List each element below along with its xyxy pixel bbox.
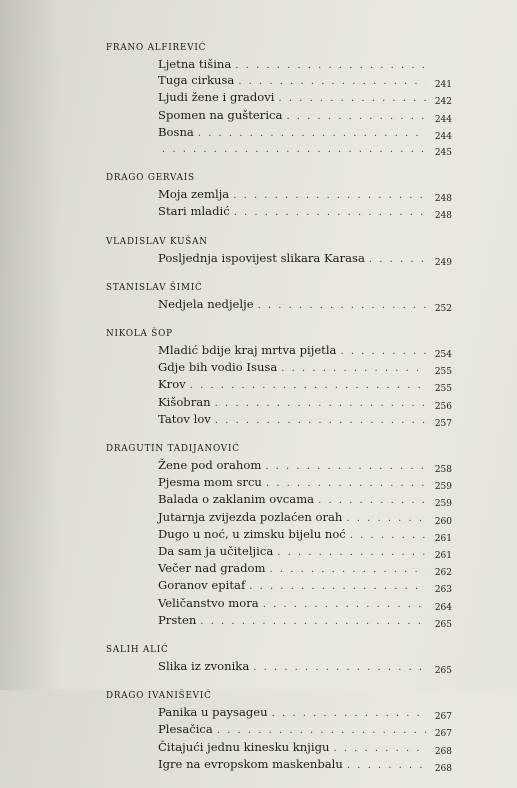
entry-title: Kišobran: [158, 394, 211, 409]
toc-section: [106, 282, 452, 314]
page-number: 255: [434, 367, 452, 378]
author-heading: FRANO ALFIREVIĆ: [106, 43, 207, 53]
entry-list: [158, 297, 452, 314]
entry-list: [158, 251, 452, 268]
toc-entry: [158, 578, 452, 595]
page-number: 265: [434, 666, 452, 677]
dot-leader: [277, 545, 426, 560]
entry-list: [158, 705, 452, 774]
entry-title: Bosna: [158, 124, 194, 139]
page-number: 262: [434, 568, 452, 579]
dot-leader: [249, 579, 426, 594]
page-gutter-shadow: [0, 0, 60, 690]
toc-entry: [158, 377, 452, 394]
toc-entry: [158, 475, 452, 492]
page-number: 260: [434, 516, 452, 527]
dot-leader: [200, 614, 426, 629]
entry-list: [158, 659, 452, 676]
entry-title: Moja zemlja: [158, 187, 230, 202]
dot-leader: [318, 493, 426, 508]
toc-entry: [158, 613, 452, 630]
entry-list: [158, 187, 452, 221]
page-number: 248: [434, 211, 452, 222]
entry-title: Stari mladić: [158, 204, 230, 219]
entry-title: Jutarnja zvijezda pozlaćen orah: [158, 509, 343, 524]
toc-entry: [158, 527, 452, 544]
toc-entry: [158, 544, 452, 561]
entry-list: [158, 57, 452, 158]
toc-entry: [158, 561, 452, 578]
entry-title: Dugo u noć, u zimsku bijelu noć: [158, 526, 346, 541]
author-heading: DRAGO GERVAIS: [106, 173, 195, 184]
author-heading: STANISLAV ŠIMIĆ: [106, 282, 203, 293]
toc-entry: [158, 125, 452, 142]
dot-leader: [346, 511, 426, 526]
page-number: 265: [434, 619, 452, 630]
entry-title: Ljetna tišina: [158, 57, 232, 71]
toc-section: [106, 690, 452, 774]
page-number: 267: [434, 729, 452, 740]
toc-entry: [158, 492, 452, 509]
page-number: 244: [434, 114, 452, 125]
toc-entry: [158, 458, 452, 475]
entry-title: Panika u paysageu: [158, 705, 268, 720]
toc-entry: [158, 596, 452, 613]
dot-leader: [369, 252, 426, 267]
entry-title: Slika iz zvonika: [158, 659, 250, 674]
entry-title: Igre na evropskom maskenbalu: [158, 756, 343, 771]
toc-entry: [158, 142, 452, 158]
entry-title: Tuga cirkusa: [158, 73, 235, 88]
toc-section: [106, 172, 452, 221]
toc-entry: [158, 510, 452, 527]
dot-leader: [265, 459, 426, 474]
table-of-contents: [106, 42, 452, 788]
entry-title: Da sam ja učiteljica: [158, 544, 274, 559]
toc-entry: [158, 659, 452, 676]
author-heading: NIKOLA ŠOP: [106, 329, 173, 340]
page-number: 249: [434, 257, 452, 268]
author-heading: VLADISLAV KUŠAN: [106, 236, 208, 247]
toc-entry: [158, 722, 452, 739]
page-number: 261: [434, 533, 452, 544]
dot-leader: [215, 413, 426, 428]
toc-section: [106, 443, 452, 630]
dot-leader: [198, 126, 426, 141]
page-number: 252: [434, 303, 452, 314]
entry-title: Nedjela nedjelje: [158, 296, 254, 311]
page-number: 268: [434, 746, 452, 757]
dot-leader: [270, 562, 426, 577]
dot-leader: [238, 74, 426, 89]
page-number: 248: [434, 194, 452, 205]
toc-entry: [158, 412, 452, 429]
page-number: 267: [434, 712, 452, 723]
dot-leader: [215, 396, 426, 411]
page-number: 245: [434, 148, 452, 159]
dot-leader: [217, 723, 426, 738]
dot-leader: [253, 660, 426, 675]
entry-title: Prsten: [158, 612, 197, 627]
dot-leader: [279, 91, 427, 106]
page-number: 264: [434, 602, 452, 613]
page-number: 258: [434, 465, 452, 476]
dot-leader: [272, 706, 426, 721]
toc-section: [106, 328, 452, 429]
toc-entry: [158, 705, 452, 722]
entry-title: Tatov lov: [158, 411, 211, 426]
entry-title: Večer nad gradom: [158, 561, 266, 576]
toc-entry: [158, 297, 452, 314]
entry-title: Plesačica: [158, 722, 213, 737]
page-number: 268: [434, 763, 452, 774]
page-number: 261: [434, 551, 452, 562]
dot-leader: [162, 142, 426, 157]
toc-entry: [158, 343, 452, 360]
entry-title: Gdje bih vodio Isusa: [158, 360, 278, 375]
entry-title: Goranov epitaf: [158, 578, 246, 593]
author-heading: SALIH ALIĆ: [106, 645, 169, 656]
dot-leader: [350, 528, 426, 543]
page-number: 256: [434, 401, 452, 412]
dot-leader: [340, 344, 426, 359]
dot-leader: [286, 109, 426, 124]
entry-title: Veličanstvo mora: [158, 595, 259, 610]
entry-list: [158, 343, 452, 429]
toc-section: [106, 644, 452, 676]
entry-title: Žene pod orahom: [158, 458, 262, 473]
toc-entry: [158, 90, 452, 107]
page-number: 244: [434, 131, 452, 142]
page-number: 242: [434, 97, 452, 108]
entry-title: Čitajući jednu kinesku knjigu: [158, 739, 330, 754]
entry-list: [158, 458, 452, 630]
entry-title: Spomen na gušterica: [158, 107, 283, 122]
toc-entry: [158, 187, 452, 204]
dot-leader: [233, 188, 426, 203]
entry-title: Posljednja ispovijest slikara Karasa: [158, 250, 365, 265]
dot-leader: [333, 741, 426, 756]
page-number: 255: [434, 384, 452, 395]
entry-title: Krov: [158, 377, 186, 392]
page-number: 257: [434, 418, 452, 429]
page-number: 241: [434, 80, 452, 91]
toc-entry: [158, 360, 452, 377]
page-number: 254: [434, 350, 452, 361]
entry-title: Pjesma mom srcu: [158, 475, 262, 490]
dot-leader: [190, 378, 426, 393]
toc-entry: [158, 108, 452, 125]
dot-leader: [281, 361, 426, 376]
toc-entry: [158, 57, 452, 73]
dot-leader: [234, 205, 426, 220]
dot-leader: [258, 298, 426, 313]
author-heading: DRAGUTIN TADIJANOVIĆ: [106, 444, 240, 455]
dot-leader: [263, 597, 426, 612]
author-heading: DRAGO IVANIŠEVIĆ: [106, 691, 212, 702]
page-number: 259: [434, 482, 452, 493]
entry-title: Mladić bdije kraj mrtva pijetla: [158, 343, 337, 358]
toc-entry: [158, 204, 452, 221]
dot-leader: [235, 58, 426, 73]
toc-entry: [158, 740, 452, 757]
toc-section: [106, 42, 452, 158]
entry-title: Balada o zaklanim ovcama: [158, 492, 315, 507]
toc-entry: [158, 757, 452, 774]
dot-leader: [347, 758, 426, 773]
dot-leader: [266, 476, 426, 491]
toc-section: [106, 236, 452, 268]
toc-entry: [158, 73, 452, 90]
entry-title: Ljudi žene i gradovi: [158, 90, 275, 105]
toc-entry: [158, 251, 452, 268]
page-number: 263: [434, 585, 452, 596]
page-number: 259: [434, 499, 452, 510]
toc-entry: [158, 395, 452, 412]
